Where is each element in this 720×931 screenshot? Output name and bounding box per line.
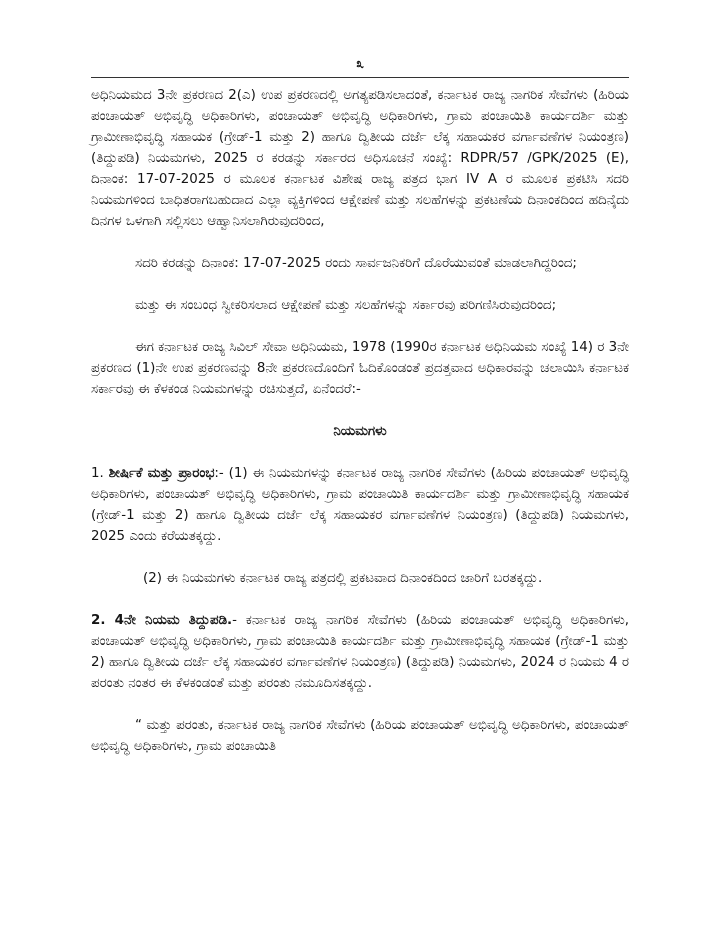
paragraph-objections: ಮತ್ತು ಈ ಸಂಬಂಧ ಸ್ವೀಕರಿಸಲಾದ ಆಕ್ಷೇಪಣೆ ಮತ್ತು ಸಲಹೆಗಳನ್ನು ಸರ್ಕಾರವು ಪರಿಗಣಿಸಿರುವುದರಿಂದ;: [135, 298, 557, 313]
rule-1: [91, 463, 629, 547]
rule-1-title: ಶೀರ್ಷಿಕೆ ಮತ್ತು ಪ್ರಾರಂಭ: [108, 466, 215, 481]
rule-1-subclause-2: (2) ಈ ನಿಯಮಗಳು ಕರ್ನಾಟಕ ರಾಜ್ಯ ಪತ್ರದಲ್ಲಿ ಪ್ರಕಟವಾದ ದಿನಾಂಕದಿಂದ ಜಾರಿಗೆ ಬರತಕ್ಕದ್ದು.: [143, 571, 543, 586]
document-body: [91, 85, 629, 757]
rule-2-text: - ಕರ್ನಾಟಕ ರಾಜ್ಯ ನಾಗರಿಕ ಸೇವೆಗಳು (ಹಿರಿಯ ಪಂಚಾಯತ್ ಅಭಿವೃದ್ಧಿ ಅಧಿಕಾರಿಗಳು, ಪಂಚಾಯತ್ ಅಭಿವೃದ್ಧಿ ಅಧಿಕಾರಿಗಳು, ಗ್ರಾಮ ಪಂಚಾಯಿತಿ ಕಾರ್ಯದರ್ಶಿ ಮತ್ತು ಗ್ರಾಮೀಣಾಭಿವೃದ್ಧಿ ಸಹಾಯಕ (ಗ್ರೇಡ್-1 ಮತ್ತು 2) ಹಾಗೂ ದ್ವಿತೀಯ ದರ್ಜೆ ಲೆಕ್ಕ ಸಹಾಯಕರ ವರ್ಗಾವಣೆಗಳ ನಿಯಂತ್ರಣ) (ತಿದ್ದುಪಡಿ) ನಿಯಮಗಳು, 2024 ರ ನಿಯಮ 4 ರ ಪರಂತು ನಂತರ ಈ ಕೆಳಕಂಡಂತೆ ಮತ್ತು ಪರಂತು ನಮೂದಿಸತಕ್ಕದ್ದು.: [91, 613, 629, 691]
paragraph-quote: “ ಮತ್ತು ಪರಂತು, ಕರ್ನಾಟಕ ರಾಜ್ಯ ನಾಗರಿಕ ಸೇವೆಗಳು (ಹಿರಿಯ ಪಂಚಾಯತ್ ಅಭಿವೃದ್ಧಿ ಅಧಿಕಾರಿಗಳು, ಪಂಚಾಯತ್ ಅಭಿವೃದ್ಧಿ ಅಧಿಕಾರಿಗಳು, ಗ್ರಾಮ ಪಂಚಾಯಿತಿ: [91, 718, 629, 754]
rule-1-text: :- (1) ಈ ನಿಯಮಗಳನ್ನು ಕರ್ನಾಟಕ ರಾಜ್ಯ ನಾಗರಿಕ ಸೇವೆಗಳು (ಹಿರಿಯ ಪಂಚಾಯತ್ ಅಭಿವೃದ್ಧಿ ಅಧಿಕಾರಿಗಳು, ಪಂಚಾಯತ್ ಅಭಿವೃದ್ಧಿ ಅಧಿಕಾರಿಗಳು, ಗ್ರಾಮ ಪಂಚಾಯಿತಿ ಕಾರ್ಯದರ್ಶಿ ಮತ್ತು ಗ್ರಾಮೀಣಾಭಿವೃದ್ಧಿ ಸಹಾಯಕ (ಗ್ರೇಡ್-1 ಮತ್ತು 2) ಹಾಗೂ ದ್ವಿತೀಯ ದರ್ಜೆ ಲೆಕ್ಕ ಸಹಾಯಕರ ವರ್ಗಾವಣೆಗಳ ನಿಯಂತ್ರಣ) (ತಿದ್ದುಪಡಿ) ನಿಯಮಗಳು, 2025 ಎಂದು ಕರೆಯತಕ್ಕದ್ದು.: [91, 466, 629, 544]
rule-1-number: 1.: [91, 466, 104, 481]
paragraph-enactment: ಈಗ ಕರ್ನಾಟಕ ರಾಜ್ಯ ಸಿವಿಲ್ ಸೇವಾ ಅಧಿನಿಯಮ, 1978 (1990ರ ಕರ್ನಾಟಕ ಅಧಿನಿಯಮ ಸಂಖ್ಯೆ 14) ರ 3ನೇ ಪ್ರಕರಣದ (1)ನೇ ಉಪ ಪ್ರಕರಣವನ್ನು 8ನೇ ಪ್ರಕರಣದೊಂದಿಗೆ ಓದಿಕೊಂಡಂತೆ ಪ್ರದತ್ತವಾದ ಅಧಿಕಾರವನ್ನು ಚಲಾಯಿಸಿ ಕರ್ನಾಟಕ ಸರ್ಕಾರವು ಈ ಕೆಳಕಂಡ ನಿಯಮಗಳನ್ನು ರಚಿಸುತ್ತದೆ, ಏನೆಂದರೆ:-: [91, 340, 629, 397]
paragraph-draft: ಸದರಿ ಕರಡನ್ನು ದಿನಾಂಕ: 17-07-2025 ರಂದು ಸಾರ್ವಜನಿಕರಿಗೆ ದೊರೆಯುವಂತೆ ಮಾಡಲಾಗಿದ್ದರಿಂದ;: [135, 256, 577, 271]
header-rule: [91, 77, 629, 78]
page-number: ೩: [356, 56, 364, 72]
rule-2-title: 2. 4ನೇ ನಿಯಮ ತಿದ್ದುಪಡಿ.: [91, 613, 233, 628]
rules-heading: ನಿಯಮಗಳು: [333, 424, 387, 439]
rule-2: [91, 610, 629, 694]
paragraph-intro: ಅಧಿನಿಯಮದ 3ನೇ ಪ್ರಕರಣದ 2(ಎ) ಉಪ ಪ್ರಕರಣದಲ್ಲಿ ಅಗತ್ಯಪಡಿಸಲಾದಂತೆ, ಕರ್ನಾಟಕ ರಾಜ್ಯ ನಾಗರಿಕ ಸೇವೆಗಳು (ಹಿರಿಯ ಪಂಚಾಯತ್ ಅಭಿವೃದ್ಧಿ ಅಧಿಕಾರಿಗಳು, ಪಂಚಾಯತ್ ಅಭಿವೃದ್ಧಿ ಅಧಿಕಾರಿಗಳು, ಗ್ರಾಮ ಪಂಚಾಯಿತಿ ಕಾರ್ಯದರ್ಶಿ ಮತ್ತು ಗ್ರಾಮೀಣಾಭಿವೃದ್ಧಿ ಸಹಾಯಕ (ಗ್ರೇಡ್-1 ಮತ್ತು 2) ಹಾಗೂ ದ್ವಿತೀಯ ದರ್ಜೆ ಲೆಕ್ಕ ಸಹಾಯಕರ ವರ್ಗಾವಣೆಗಳ ನಿಯಂತ್ರಣ) (ತಿದ್ದುಪಡಿ) ನಿಯಮಗಳು, 2025 ರ ಕರಡನ್ನು ಸರ್ಕಾರದ ಅಧಿಸೂಚನೆ ಸಂಖ್ಯೆ: RDPR/57 /GPK/2025 (E), ದಿನಾಂಕ: 17-07-2025 ರ ಮೂಲಕ ಕರ್ನಾಟಕ ವಿಶೇಷ ರಾಜ್ಯ ಪತ್ರದ ಭಾಗ IV A ರ ಮೂಲಕ ಪ್ರಕಟಿಸಿ ಸದರಿ ನಿಯಮಗಳಿಂದ ಬಾಧಿತರಾಗಬಹುದಾದ ಎಲ್ಲಾ ವ್ಯಕ್ತಿಗಳಿಂದ ಆಕ್ಷೇಪಣೆ ಮತ್ತು ಸಲಹೆಗಳನ್ನು ಪ್ರಕಟಣೆಯ ದಿನಾಂಕದಿಂದ ಹದಿನೈದು ದಿನಗಳ ಒಳಗಾಗಿ ಸಲ್ಲಿಸಲು ಆಹ್ವಾನಿಸಲಾಗಿರುವುದರಿಂದ,: [91, 88, 629, 229]
